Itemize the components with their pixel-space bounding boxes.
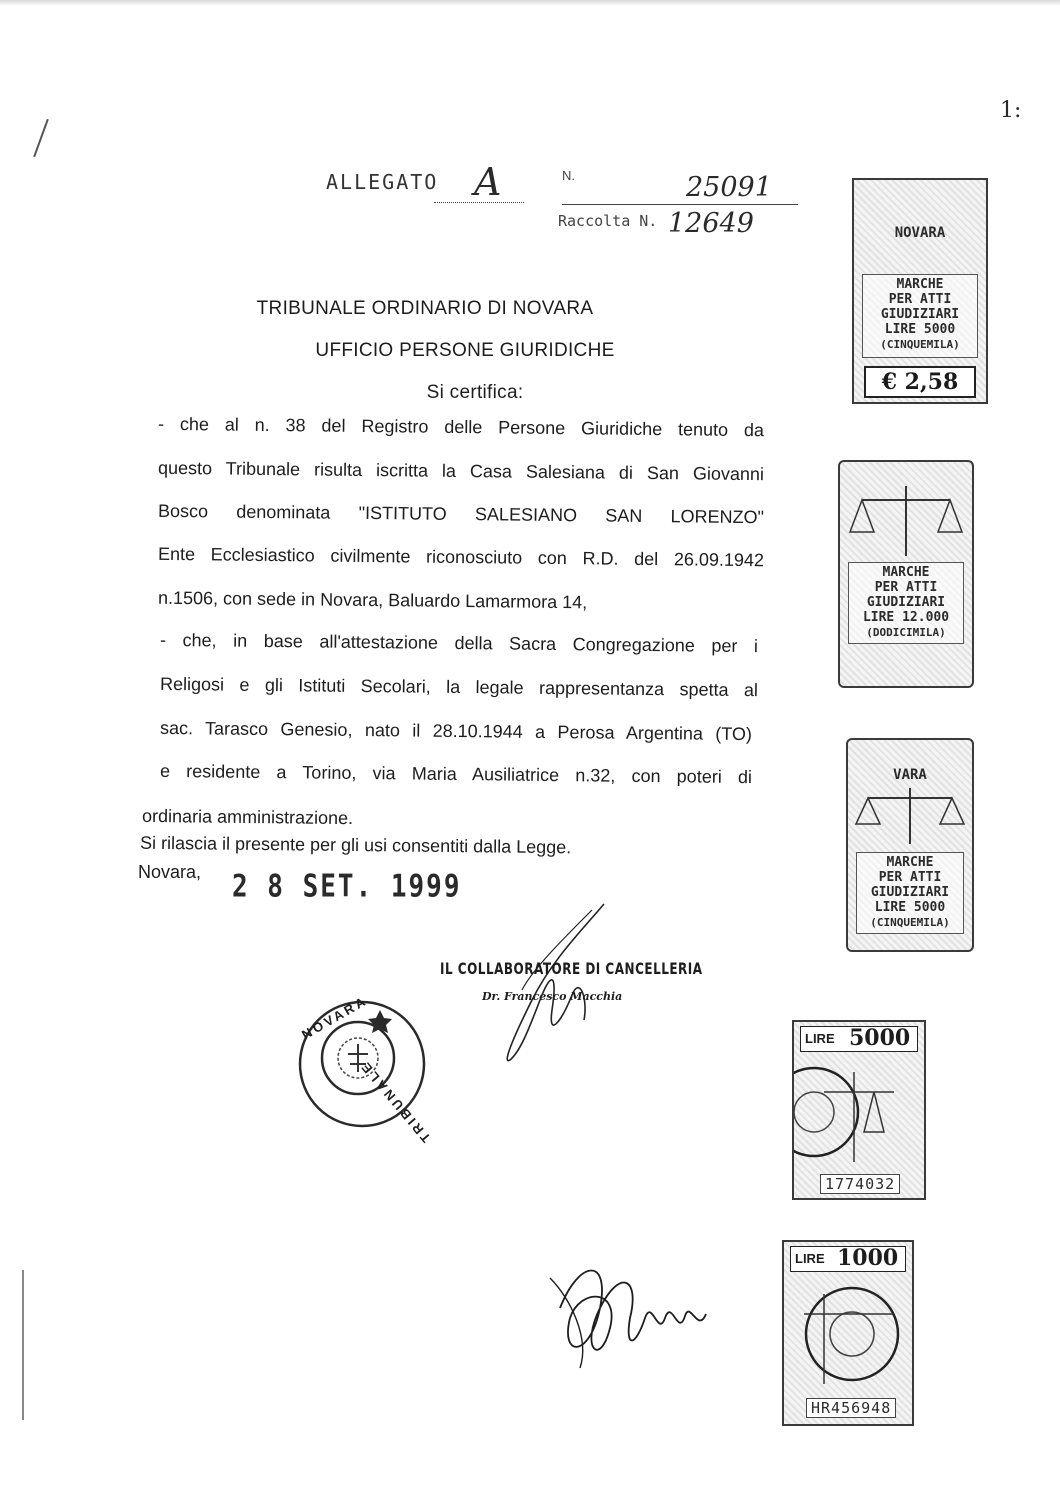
stamp-2-line-3: GIUDIZIARI [866,595,946,610]
stamp-5-label: LIRE [795,1251,825,1266]
official-signature [492,900,632,1070]
stamp-4-label: LIRE [805,1031,835,1046]
scales-icon [848,784,972,854]
revenue-stamp-2 [838,460,974,688]
stamp-3-city: VARA [893,767,927,783]
binding-mark [22,1270,24,1420]
body-line-2: questo Tribunale risulta iscritta la Casa Salesiana di San Giovanni [157,457,765,485]
revenue-stamp-3 [846,738,974,952]
body-line-10: ordinaria amministrazione. [141,805,354,829]
body-line-9: e residente a Torino, via Maria Ausiliatrice n.32, con poteri di [159,760,753,788]
stamp-2-line-4: LIRE 12.000 [862,610,950,625]
allegato-label: ALLEGATO [326,170,439,194]
stamp-2-panel [848,562,964,644]
body-line-8: sac. Tarasco Genesio, nato il 28.10.1944 a Perosa Argentina (TO) [159,717,753,745]
scan-mark-left [33,119,49,157]
tribunal-title: TRIBUNALE ORDINARIO DI NOVARA [256,298,594,319]
stamp-5-emblem [784,1274,912,1394]
numero-value: 25091 [686,172,772,203]
stamp-5-value: 1000 [837,1245,899,1271]
corner-mark: 1: [1000,98,1022,123]
stamp-2-line-5: (DODICIMILA) [866,626,946,639]
stamp-3-line-3: GIUDIZIARI [870,885,950,900]
date-stamp: 2 8 SET. 1999 [232,869,462,905]
stamp-2-line-1: MARCHE [882,565,930,580]
signature-role: IL COLLABORATORE DI CANCELLERIA [440,959,703,979]
stamp-4-serial: 1774032 [820,1174,900,1194]
seal-text-bottom: TRIBUNALE [356,1057,434,1146]
allegato-header [326,160,806,250]
scales-icon [840,476,972,566]
stamp-4-header [800,1026,918,1052]
allegato-underline [434,202,524,203]
body-line-7: Religosi e gli Istituti Secolari, la legale rappresentanza spetta al [159,673,759,701]
revenue-stamp-1 [852,178,988,404]
stamp-3-line-2: PER ATTI [878,870,942,885]
stamp-3-panel [856,852,964,934]
stamp-1-line-5: (CINQUEMILA) [880,338,960,351]
stamp-4-emblem [794,1052,924,1172]
handwritten-signature [540,1248,720,1378]
body-line-11: Si rilascia il presente per gli usi consentiti dalla Legge. [139,832,572,858]
numero-label: N. [562,168,575,183]
stamp-1-line-2: PER ATTI [888,292,952,307]
body-line-4: Ente Ecclesiastico civilmente riconosciuto con R.D. del 26.09.1942 [157,543,765,571]
stamp-2-line-2: PER ATTI [874,580,938,595]
body-line-3: Bosco denominata "ISTITUTO SALESIANO SAN LORENZO" [157,500,765,528]
tribunal-seal [296,992,434,1146]
stamp-3-line-1: MARCHE [886,855,934,870]
raccolta-value: 12649 [668,208,754,239]
stamp-1-panel [862,274,978,358]
allegato-letter: A [474,160,502,204]
stamp-5-header [790,1246,906,1272]
stamp-1-city: NOVARA [894,225,946,241]
signature-name: Dr. Francesco Macchia [482,990,623,1003]
stamp-3-line-5: (CINQUEMILA) [870,916,950,929]
stamp-1-line-3: GIUDIZIARI [880,307,960,322]
seal-text-top: NOVARA [299,992,371,1043]
stamp-3-line-4: LIRE 5000 [874,900,946,915]
place-label: Novara, [138,862,202,882]
body-line-5: n.1506, con sede in Novara, Baluardo Lamarmora 14, [157,587,588,613]
body-line-6: - che, in base all'attestazione della Sacra Congregazione per i [159,629,759,657]
revenue-stamp-4 [792,1020,926,1200]
revenue-stamp-5 [782,1240,914,1426]
numero-underline [562,204,798,205]
raccolta-label: Raccolta N. [558,212,658,230]
stamp-4-value: 5000 [849,1025,911,1051]
stamp-1-line-1: MARCHE [896,277,944,292]
stamp-1-line-4: LIRE 5000 [884,322,956,337]
stamp-1-euro-value: € 2,58 [864,366,976,398]
scan-edge [0,0,1060,6]
stamp-5-serial: HR456948 [806,1398,896,1418]
office-title: UFFICIO PERSONE GIURIDICHE [315,340,615,361]
certifies-heading: Si certifica: [426,382,524,403]
body-line-1: - che al n. 38 del Registro delle Persone Giuridiche tenuto da [157,413,765,441]
